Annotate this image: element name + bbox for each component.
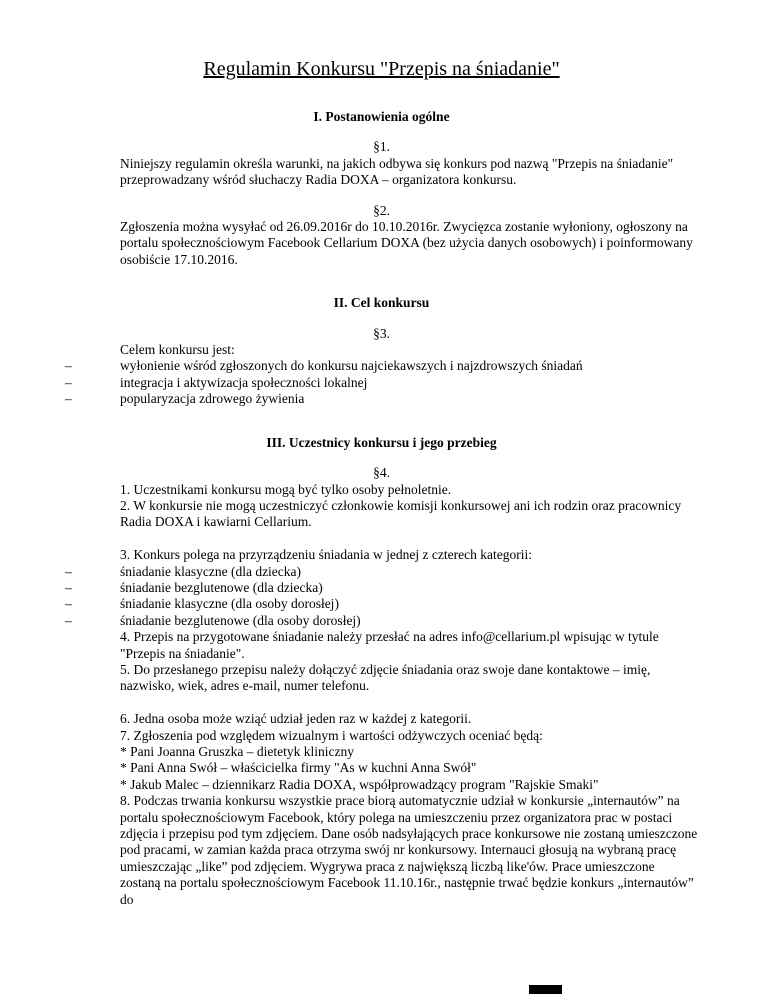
category-item-3 — [65, 596, 698, 612]
rule-8: 8. Podczas trwania konkursu wszystkie prace biorą automatycznie udział w konkursie „internautów” na portalu społecznościowym Facebook, który polega na umieszczeniu przez organizatora prac w postaci zdjęcia i przepisu pod tym zdjęciem. Dane osób nadsyłających prace konkursowe nie zostaną umieszczone pod pracami, w zamian każda praca otrzyma swój nr konkursowy. Internauci głosują na wybraną pracę umieszczając „like” pod zdjęciem. Wygrywa praca z największą liczbą like'ów. Prace umieszczone zostaną na portalu społecznościowym Facebook 11.10.16r., następnie trwać będzie konkurs „internautów” do — [120, 793, 698, 907]
dash-bullet: – — [65, 563, 72, 579]
paragraph-mark-2: §2. — [373, 202, 390, 218]
category-item-1-text: śniadanie klasyczne (dla dziecka) — [120, 563, 302, 579]
paragraph-1: Niniejszy regulamin określa warunki, na jakich odbywa się konkurs pod nazwą "Przepis na śniadanie" przeprowadzany wśród słuchaczy Radia DOXA – organizatora konkursu. — [120, 155, 674, 188]
goal-item-2 — [65, 374, 698, 391]
category-item-3-text: śniadanie klasyczne (dla osoby dorosłej) — [120, 596, 339, 612]
goal-item-1 — [65, 358, 698, 374]
goal-item-3 — [65, 391, 698, 407]
paragraph-mark-3: §3. — [373, 325, 390, 341]
paragraph-mark-1: §1. — [373, 139, 390, 155]
document-title: Regulamin Konkursu "Przepis na śniadanie" — [203, 58, 560, 80]
jury-member-1: * Pani Joanna Gruszka – dietetyk kliniczny — [120, 743, 354, 759]
dash-bullet: – — [65, 579, 72, 595]
paragraph-mark-4: §4. — [373, 465, 390, 481]
category-item-2 — [65, 579, 698, 596]
paragraph-2: Zgłoszenia można wysyłać od 26.09.2016r do 10.10.2016r. Zwycięzca zostanie wyłoniony, ogłoszony na portalu społecznościowym Facebook Cellarium DOXA (bez użycia danych osobowych) i poinformowany osobiście 17.10.2016. — [120, 219, 693, 267]
section-3-heading: III. Uczestnicy konkursu i jego przebieg — [266, 434, 497, 450]
jury-member-2: * Pani Anna Swół – właścicielka firmy "As w kuchni Anna Swół" — [120, 760, 477, 776]
rule-1: 1. Uczestnikami konkursu mogą być tylko osoby pełnoletnie. — [120, 481, 452, 497]
goal-item-1-text: wyłonienie wśród zgłoszonych do konkursu najciekawszych i najzdrowszych śniadań — [120, 358, 583, 374]
category-item-4-text: śniadanie bezglutenowe (dla osoby dorosłej) — [120, 612, 361, 628]
rule-7: 7. Zgłoszenia pod względem wizualnym i wartości odżywczych oceniać będą: — [120, 727, 543, 743]
category-item-4 — [65, 612, 698, 629]
section-1-heading: I. Postanowienia ogólne — [313, 109, 450, 124]
rule-5: 5. Do przesłanego przepisu należy dołączyć zdjęcie śniadania oraz swoje dane kontaktowe – imię, nazwisko, wiek, adres e-mail, numer telefonu. — [120, 661, 651, 694]
goal-item-2-text: integracja i aktywizacja społeczności lokalnej — [120, 374, 368, 390]
dash-bullet: – — [65, 374, 72, 390]
rule-2: 2. W konkursie nie mogą uczestniczyć członkowie komisji konkursowej ani ich rodzin oraz pracownicy Radia DOXA i kawiarni Cellarium. — [120, 497, 682, 530]
rule-6: 6. Jedna osoba może wziąć udział jeden raz w każdej z kategorii. — [120, 711, 472, 727]
page-bottom-mark — [529, 985, 562, 994]
goals-intro: Celem konkursu jest: — [120, 342, 235, 358]
dash-bullet: – — [65, 391, 72, 407]
dash-bullet: – — [65, 358, 72, 374]
rule-4: 4. Przepis na przygotowane śniadanie należy przesłać na adres info@cellarium.pl wpisując w tytule "Przepis na śniadanie". — [120, 629, 659, 661]
goal-item-3-text: popularyzacja zdrowego żywienia — [120, 391, 305, 407]
jury-member-3: * Jakub Malec – dziennikarz Radia DOXA, współprowadzący program "Rajskie Smaki" — [120, 776, 599, 792]
section-2-heading: II. Cel konkursu — [333, 295, 430, 311]
category-item-1 — [65, 563, 698, 580]
dash-bullet: – — [65, 596, 72, 612]
rule-3: 3. Konkurs polega na przyrządzeniu śniadania w jednej z czterech kategorii: — [120, 547, 532, 563]
dash-bullet: – — [65, 612, 72, 628]
category-item-2-text: śniadanie bezglutenowe (dla dziecka) — [120, 579, 323, 595]
